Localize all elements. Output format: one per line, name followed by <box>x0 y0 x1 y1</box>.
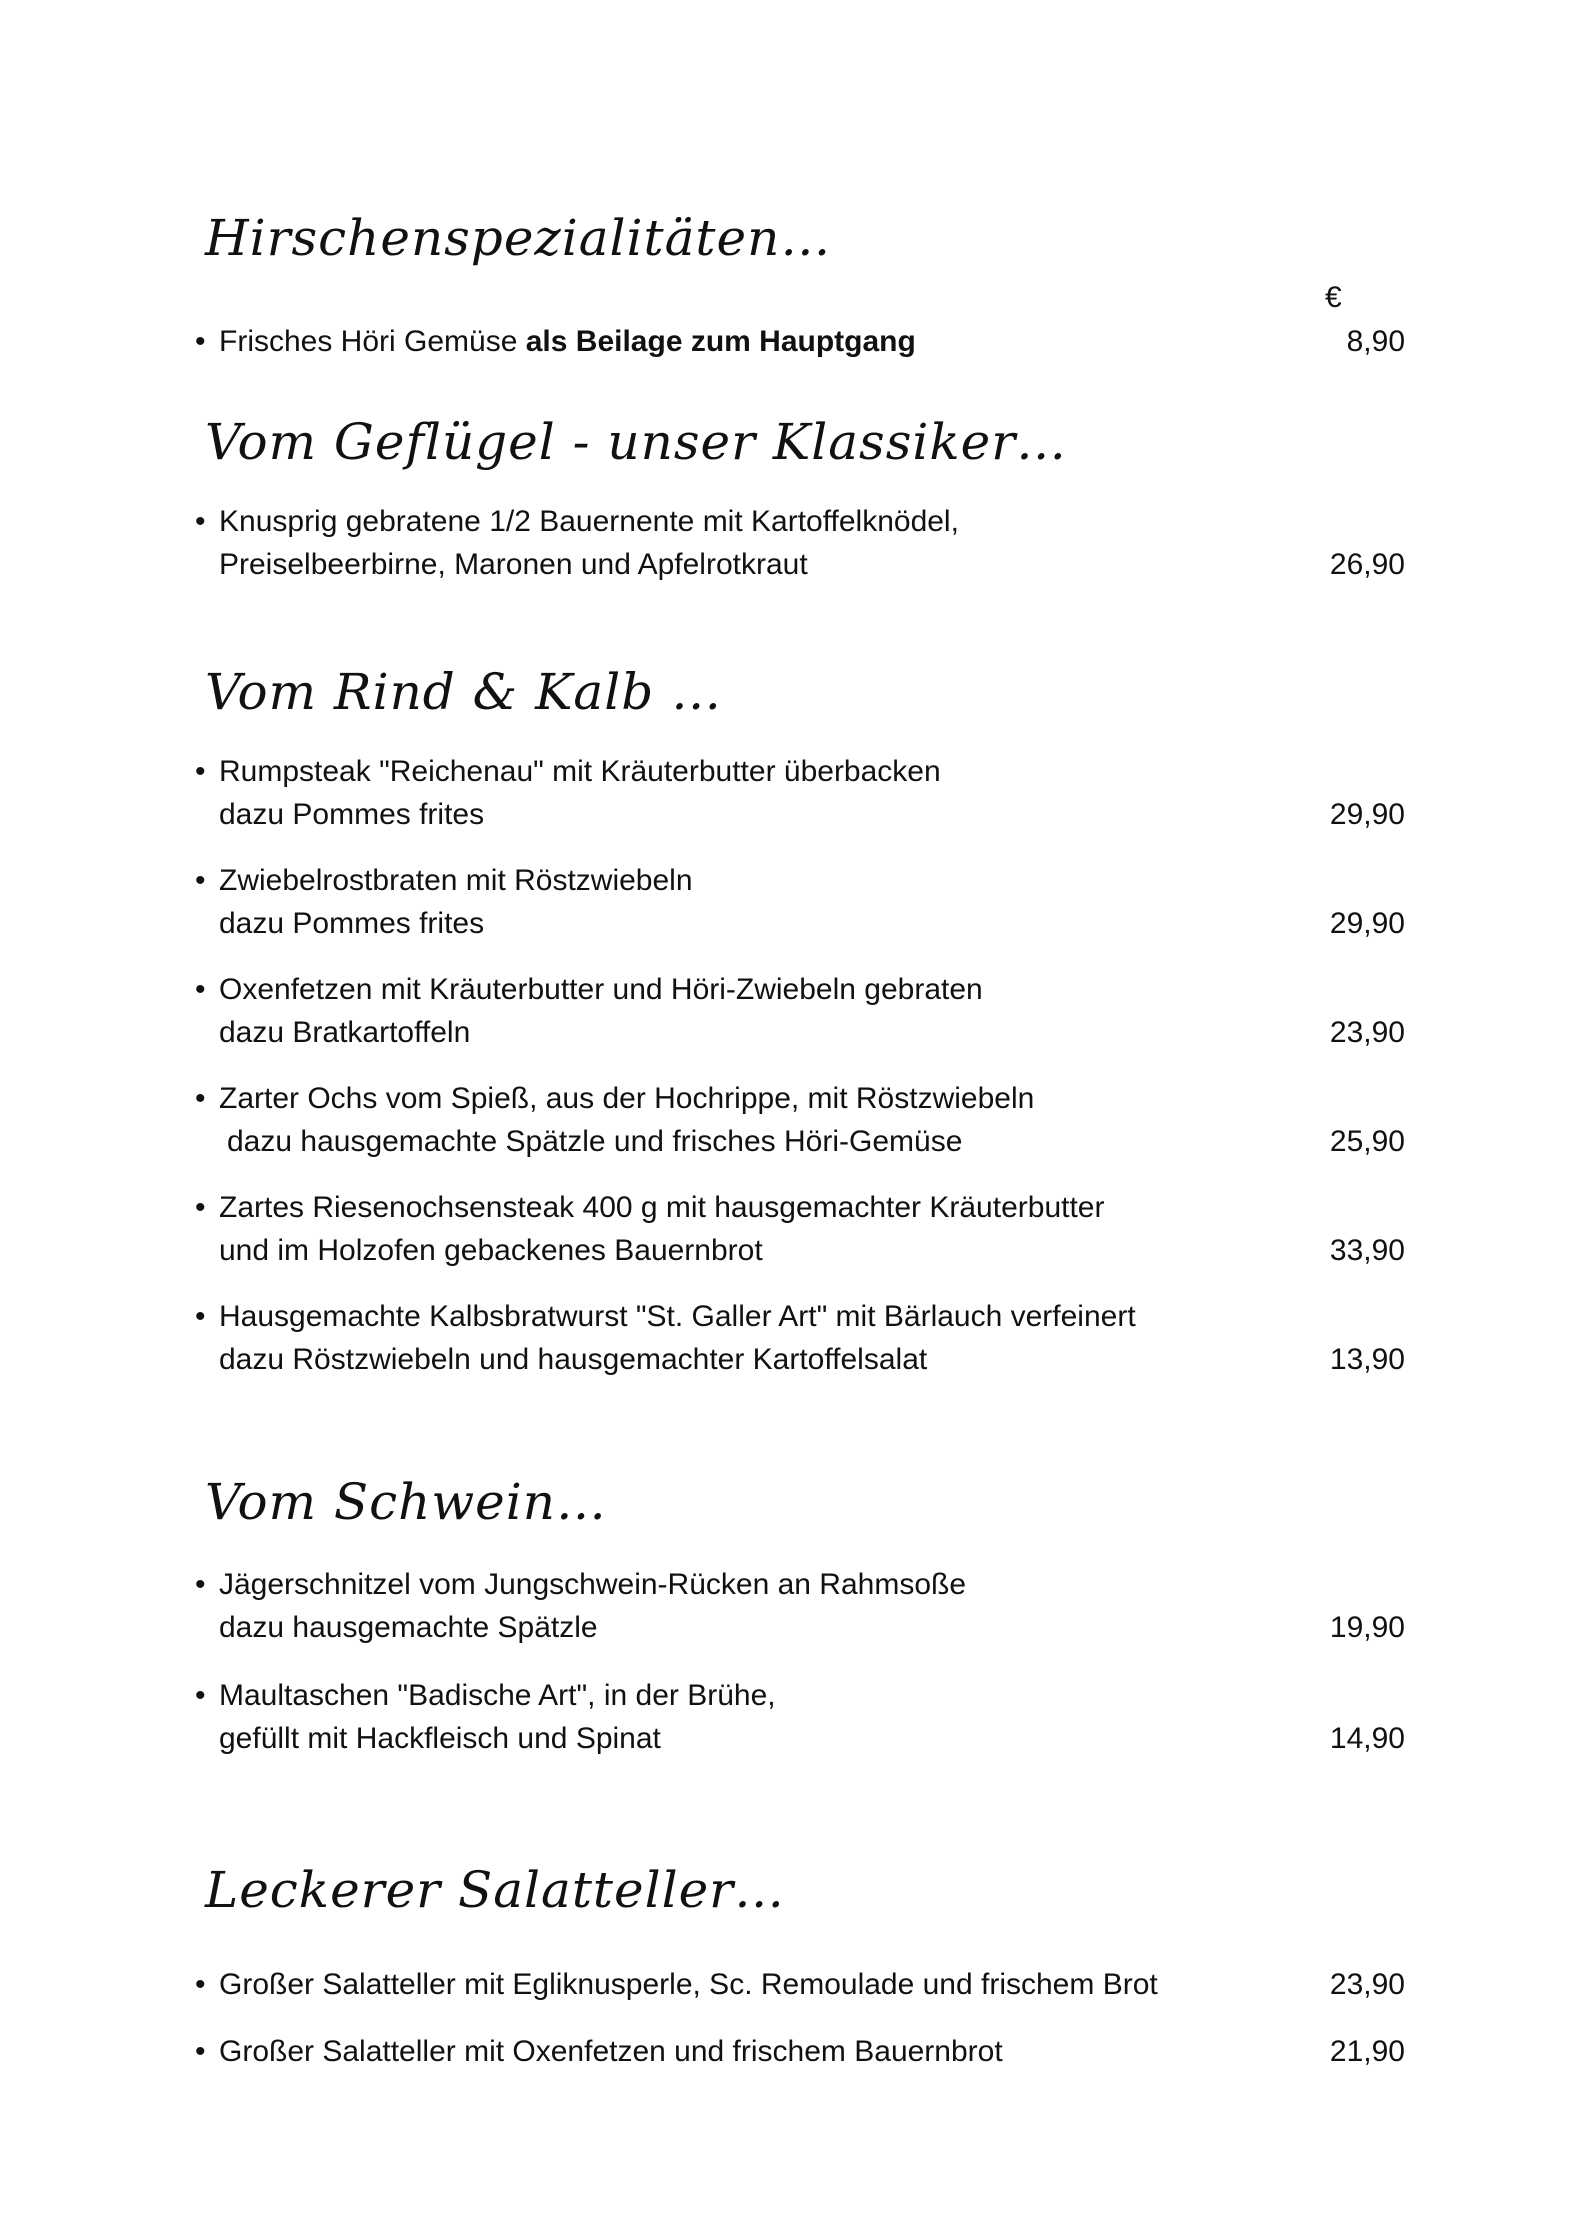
menu-item-description: dazu Röstzwiebeln und hausgemachter Kartoffelsalat <box>219 1343 928 1376</box>
section-heading-hirsch: Hirschenspezialitäten… <box>205 209 832 267</box>
menu-item-description: Frisches Höri Gemüse <box>219 325 526 358</box>
menu-item-description: Zartes Riesenochsensteak 400 g mit hausgemachter Kräuterbutter <box>219 1191 1105 1224</box>
menu-item-line <box>195 1295 1405 1338</box>
menu-item-line <box>195 859 1405 902</box>
menu-item-description: Zarter Ochs vom Spieß, aus der Hochrippe, mit Röstzwiebeln <box>219 1082 1035 1115</box>
menu-item-line <box>195 1717 1405 1760</box>
menu-item-price: 19,90 <box>1329 1611 1405 1644</box>
menu-item-description: dazu hausgemachte Spätzle und frisches Höri-Gemüse <box>227 1125 963 1158</box>
menu-item-description: Preiselbeerbirne, Maronen und Apfelrotkraut <box>219 548 808 581</box>
menu-item-description: Knusprig gebratene 1/2 Bauernente mit Kartoffelknödel, <box>219 505 959 538</box>
menu-item-line <box>195 968 1405 1011</box>
menu-item-line <box>195 1563 1405 1606</box>
menu-item-description: und im Holzofen gebackenes Bauernbrot <box>219 1234 763 1267</box>
section-heading-gefluegel: Vom Geflügel - unser Klassiker… <box>205 413 1068 471</box>
menu-item-price: 25,90 <box>1329 1125 1405 1158</box>
menu-item-line <box>195 750 1405 793</box>
menu-item <box>195 750 1405 836</box>
menu-item-price: 13,90 <box>1329 1343 1405 1376</box>
menu-item-line <box>195 1338 1405 1381</box>
menu-item-description: Oxenfetzen mit Kräuterbutter und Höri-Zwiebeln gebraten <box>219 973 983 1006</box>
menu-item-line <box>195 1963 1405 2006</box>
menu-item-description: Hausgemachte Kalbsbratwurst "St. Galler Art" mit Bärlauch verfeinert <box>219 1300 1136 1333</box>
bullet: • <box>195 505 206 538</box>
menu-item-price: 23,90 <box>1329 1968 1405 2001</box>
menu-item-line <box>195 1674 1405 1717</box>
currency-label: € <box>1325 281 1342 314</box>
menu-item-line <box>195 320 1405 363</box>
bullet: • <box>195 1968 206 2001</box>
menu-item-description: dazu hausgemachte Spätzle <box>219 1611 598 1644</box>
menu-item-text <box>219 320 916 363</box>
menu-item-price: 33,90 <box>1329 1234 1405 1267</box>
bullet: • <box>195 755 206 788</box>
menu-item-line <box>195 1011 1405 1054</box>
menu-item <box>195 1295 1405 1381</box>
menu-item-emphasis: als Beilage zum Hauptgang <box>525 325 916 358</box>
menu-item <box>195 1674 1405 1760</box>
menu-item-line <box>195 2030 1405 2073</box>
section-heading-salat: Leckerer Salatteller… <box>205 1861 786 1919</box>
menu-item-description: Jägerschnitzel vom Jungschwein-Rücken an Rahmsoße <box>219 1568 967 1601</box>
menu-item-description: dazu Pommes frites <box>219 798 485 831</box>
menu-item-price: 14,90 <box>1329 1722 1405 1755</box>
bullet: • <box>195 1300 206 1333</box>
menu-item-line <box>195 1077 1405 1120</box>
menu-item <box>195 320 1405 363</box>
menu-item-price: 26,90 <box>1329 548 1405 581</box>
menu-item-price: 29,90 <box>1329 798 1405 831</box>
bullet: • <box>195 973 206 1006</box>
menu-item <box>195 500 1405 586</box>
bullet: • <box>195 325 206 358</box>
section-heading-rind: Vom Rind & Kalb … <box>205 663 723 721</box>
menu-item-price: 21,90 <box>1329 2035 1405 2068</box>
menu-item-line <box>195 793 1405 836</box>
menu-item-price: 23,90 <box>1329 1016 1405 1049</box>
bullet: • <box>195 1082 206 1115</box>
menu-item-line <box>195 1120 1405 1163</box>
menu-item-description: Maultaschen "Badische Art", in der Brühe, <box>219 1679 776 1712</box>
menu-item <box>195 1077 1405 1163</box>
menu-item-description: Großer Salatteller mit Oxenfetzen und frischem Bauernbrot <box>219 2035 1003 2068</box>
menu-item-line <box>195 1606 1405 1649</box>
menu-item-description: gefüllt mit Hackfleisch und Spinat <box>219 1722 661 1755</box>
menu-item-description: Rumpsteak "Reichenau" mit Kräuterbutter überbacken <box>219 755 941 788</box>
menu-item-description: Großer Salatteller mit Egliknusperle, Sc. Remoulade und frischem Brot <box>219 1968 1158 2001</box>
menu-item <box>195 2030 1405 2073</box>
menu-item-line <box>195 1229 1405 1272</box>
bullet: • <box>195 1568 206 1601</box>
menu-item <box>195 1963 1405 2006</box>
bullet: • <box>195 2035 206 2068</box>
bullet: • <box>195 864 206 897</box>
menu-item-description: Zwiebelrostbraten mit Röstzwiebeln <box>219 864 693 897</box>
menu-item <box>195 968 1405 1054</box>
menu-item-line <box>195 902 1405 945</box>
menu-item-line <box>195 1186 1405 1229</box>
menu-item-line <box>195 543 1405 586</box>
bullet: • <box>195 1191 206 1224</box>
menu-item <box>195 859 1405 945</box>
menu-item-price: 29,90 <box>1329 907 1405 940</box>
section-heading-schwein: Vom Schwein… <box>205 1473 607 1531</box>
menu-item <box>195 1186 1405 1272</box>
menu-item-line <box>195 500 1405 543</box>
menu-item <box>195 1563 1405 1649</box>
menu-item-description: dazu Bratkartoffeln <box>219 1016 471 1049</box>
menu-item-description: dazu Pommes frites <box>219 907 485 940</box>
menu-item-price: 8,90 <box>1346 325 1405 358</box>
bullet: • <box>195 1679 206 1712</box>
